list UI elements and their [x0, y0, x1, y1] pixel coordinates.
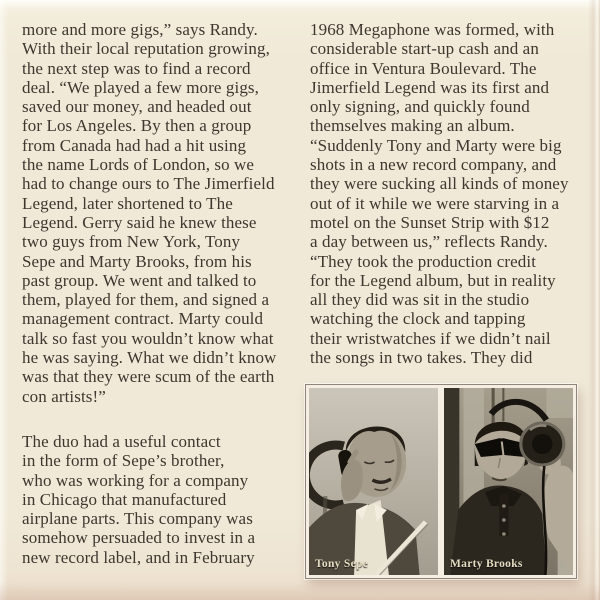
text-line: for Los Angeles. By then a group: [22, 116, 252, 136]
text-line: their wristwatches if we didn’t nail: [310, 328, 551, 348]
text-line: they were sucking all kinds of money: [310, 174, 569, 194]
text-line: airplane parts. This company was: [22, 509, 253, 529]
photo-panel-marty: [444, 388, 573, 575]
photo-panel-tony: [309, 388, 438, 575]
paragraph-3: [310, 20, 594, 367]
text-line: in Chicago that manufactured: [22, 489, 227, 509]
text-line: con artists!”: [22, 386, 106, 406]
text-line: somehow persuaded to invest in a: [22, 528, 256, 548]
text-line: them, played for them, and signed a: [22, 290, 270, 310]
paragraph-2: [22, 432, 306, 567]
photo-caption-tony: Tony Sepe: [315, 558, 369, 570]
text-line: the next step was to find a record: [22, 58, 251, 78]
text-line: management contract. Marty could: [22, 309, 264, 329]
text-line: saved our money, and headed out: [22, 97, 252, 117]
page-edge-shadow-right: [588, 0, 600, 600]
text-line: from Canada had had a hit using: [22, 135, 247, 155]
text-line: deal. “We played a few more gigs,: [22, 77, 259, 97]
text-line: he was saying. What we didn’t know: [22, 348, 277, 368]
text-line: past group. We went and talked to: [22, 270, 257, 290]
paragraph-1: [22, 20, 306, 406]
text-line: Sepe and Marty Brooks, from his: [22, 251, 252, 271]
text-column-left: [22, 20, 306, 567]
text-line: Legend, later shortened to The: [22, 193, 233, 213]
text-line: for the Legend album, but in reality: [310, 270, 556, 290]
text-line: “They took the production credit: [310, 251, 537, 271]
text-line: the songs in two takes. They did: [310, 348, 533, 368]
text-line: Jimerfield Legend was its first and: [310, 77, 550, 97]
text-line: talk so fast you wouldn’t know what: [22, 328, 274, 348]
text-line: With their local reputation growing,: [22, 39, 270, 59]
text-line: in the form of Sepe’s brother,: [22, 451, 225, 471]
text-line: only signing, and quickly found: [310, 97, 530, 117]
text-line: had to change ours to The Jimerfield: [22, 174, 275, 194]
tony-sepe-portrait-illustration: [309, 388, 438, 575]
text-line: Legend. Gerry said he knew these: [22, 212, 257, 232]
text-line: “Suddenly Tony and Marty were big: [310, 135, 562, 155]
page-bottom-shadow: [0, 582, 600, 600]
text-line: office in Ventura Boulevard. The: [310, 58, 537, 78]
text-column-right: [310, 20, 594, 367]
marty-brooks-portrait-illustration: [444, 388, 573, 575]
text-line: 1968 Megaphone was formed, with: [310, 20, 555, 39]
text-line: The duo had a useful contact: [22, 431, 221, 451]
page-edge-highlight-top: [0, 0, 600, 9]
text-line: shots in a new record company, and: [310, 155, 557, 175]
text-line: motel on the Sunset Strip with $12: [310, 212, 550, 232]
text-line: all they did was sit in the studio: [310, 290, 530, 310]
text-line: a day between us,” reflects Randy.: [310, 232, 548, 252]
text-line: new record label, and in February: [22, 547, 255, 567]
page-edge-highlight-left: [0, 0, 8, 600]
photo-tony-and-marty: [305, 384, 577, 579]
text-line: considerable start-up cash and an: [310, 39, 539, 59]
text-line: watching the clock and tapping: [310, 309, 526, 329]
text-line: out of it while we were starving in a: [310, 193, 560, 213]
text-line: more and more gigs,” says Randy.: [22, 20, 258, 39]
text-line: themselves making an album.: [310, 116, 515, 136]
text-line: the name Lords of London, so we: [22, 155, 255, 175]
photo-caption-marty: Marty Brooks: [450, 558, 523, 570]
text-line: who was working for a company: [22, 470, 249, 490]
text-line: was that they were scum of the earth: [22, 367, 275, 387]
text-line: two guys from New York, Tony: [22, 232, 241, 252]
